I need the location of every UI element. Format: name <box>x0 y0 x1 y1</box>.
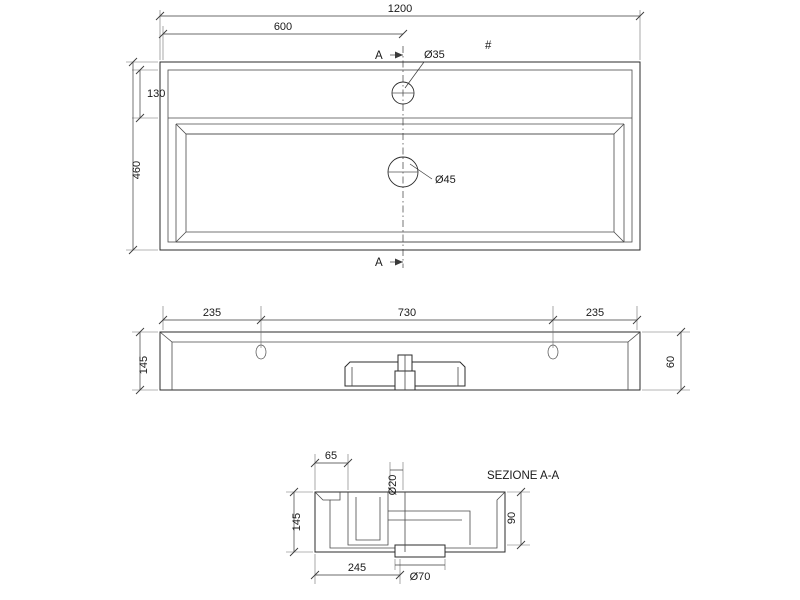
dim-label-600: 600 <box>273 21 293 33</box>
dim-section-90 <box>506 488 530 549</box>
section-view <box>286 450 560 584</box>
dim-label-1200: 1200 <box>387 3 413 15</box>
dim-section-waste <box>395 559 445 583</box>
dim-label-235-right: 235 <box>585 307 605 319</box>
dim-label-460: 460 <box>131 160 143 180</box>
dim-label-235-left: 235 <box>202 307 222 319</box>
dim-tap-offset <box>159 21 407 60</box>
section-mark-top <box>375 50 403 62</box>
dim-label-70: Ø70 <box>409 571 431 583</box>
dim-label-145-front: 145 <box>138 355 150 375</box>
dim-front-height <box>132 328 158 394</box>
dim-label-90: 90 <box>506 511 518 525</box>
dim-section-65 <box>311 450 352 490</box>
dim-label-245: 245 <box>347 562 367 574</box>
dim-label-60: 60 <box>665 355 677 369</box>
section-label-top: A <box>375 50 383 62</box>
section-label-bottom: A <box>375 257 383 269</box>
dim-label-65: 65 <box>324 450 338 462</box>
drain-hole-label: Ø45 <box>435 174 456 186</box>
dim-section-245 <box>311 554 404 584</box>
section-mark-bottom <box>375 257 403 269</box>
top-view <box>126 3 644 269</box>
front-view <box>132 306 690 394</box>
dim-label-130: 130 <box>147 88 166 100</box>
dim-label-bore: Ø20 <box>387 474 399 496</box>
hash-mark: # <box>485 40 492 52</box>
dim-label-145-section: 145 <box>291 512 303 532</box>
dim-section-145 <box>286 488 313 556</box>
dim-section-bore <box>387 462 403 495</box>
section-arrow-top-head <box>395 52 403 59</box>
dim-front-apron <box>642 328 690 394</box>
section-waste-block <box>395 545 445 557</box>
tap-hole-label: Ø35 <box>424 49 445 61</box>
section-title: SEZIONE A-A <box>487 470 560 482</box>
dim-overall-width <box>156 3 644 60</box>
dim-label-730: 730 <box>397 307 417 319</box>
section-outline <box>315 492 505 552</box>
section-arrow-bottom-head <box>395 259 403 266</box>
basin-outline <box>160 62 640 250</box>
